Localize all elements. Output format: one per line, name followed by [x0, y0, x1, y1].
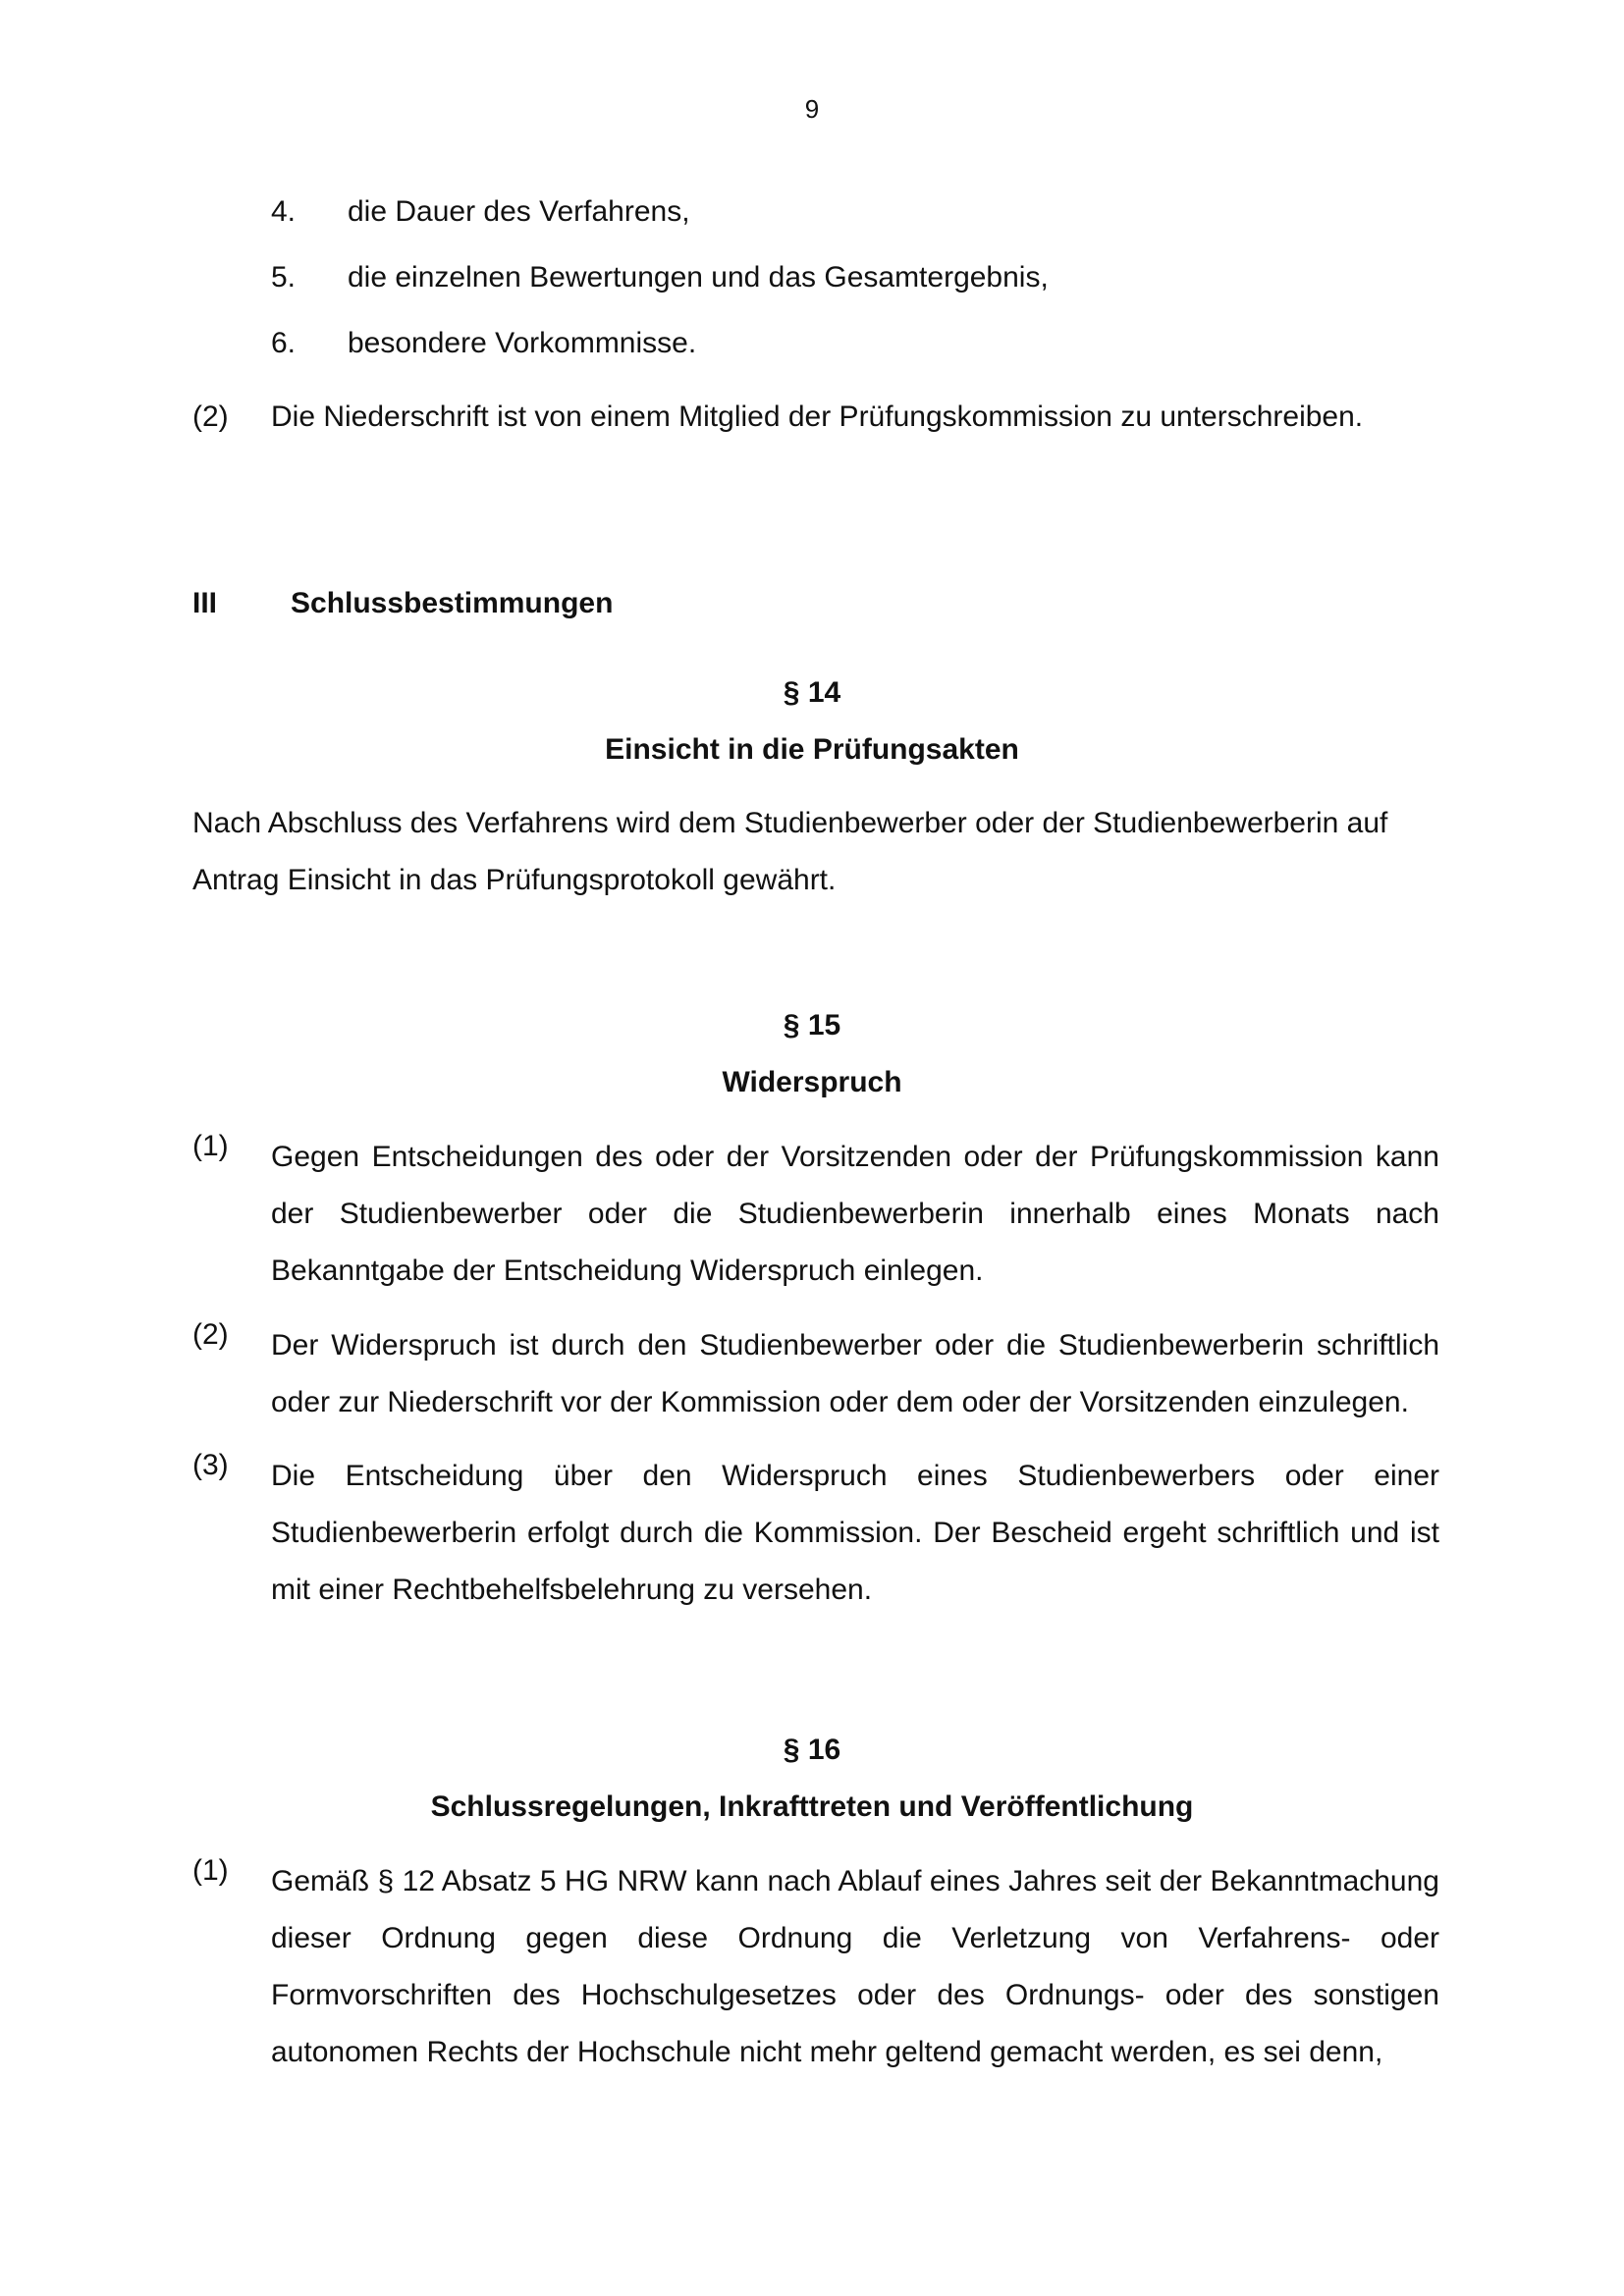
paragraph-number: (1)	[192, 1130, 229, 1162]
list-item-text: die einzelnen Bewertungen und das Gesamtergebnis,	[348, 261, 1049, 294]
article-number: § 16	[783, 1734, 841, 1766]
list-item-number: 6.	[271, 327, 297, 359]
paragraph-text: Der Widerspruch ist durch den Studienbewerber oder die Studienbewerberin schriftlich oder zur Niederschrift vor der Kommission oder dem oder der Vorsitzenden einzulegen.	[271, 1329, 1439, 1418]
paragraph-number: (2)	[192, 1318, 229, 1351]
article-number: § 15	[783, 1009, 841, 1041]
list-item-number: 5.	[271, 261, 297, 294]
list-item-text: die Dauer des Verfahrens,	[348, 195, 690, 228]
article-title: Schlussregelungen, Inkrafttreten und Veröffentlichung	[430, 1790, 1194, 1823]
page-number: 9	[804, 94, 820, 124]
paragraph-text: Gemäß § 12 Absatz 5 HG NRW kann nach Ablauf eines Jahres seit der Bekanntmachung dieser Ordnung gegen diese Ordnung die Verletzung von Verfahrens- oder Formvorschriften des Hochschulgesetzes oder des Ordnungs- oder des sonstigen autonomen Rechts der Hochschule nicht mehr geltend gemacht werden, es sei denn,	[271, 1865, 1439, 2068]
section-title: Schlussbestimmungen	[291, 587, 614, 619]
article-title: Einsicht in die Prüfungsakten	[605, 733, 1019, 766]
paragraph-text: Die Entscheidung über den Widerspruch eines Studienbewerbers oder einer Studienbewerberin erfolgt durch die Kommission. Der Bescheid ergeht schriftlich und ist mit einer Rechtbehelfsbelehrung zu versehen.	[271, 1460, 1439, 1606]
list-item-number: 4.	[271, 195, 297, 228]
paragraph-number: (2)	[192, 400, 229, 433]
section-number: III	[192, 587, 218, 619]
article-body: Nach Abschluss des Verfahrens wird dem Studienbewerber oder der Studienbewerberin auf Antrag Einsicht in das Prüfungsprotokoll gewährt.	[192, 807, 1388, 896]
paragraph-text: Die Niederschrift ist von einem Mitglied der Prüfungskommission zu unterschreiben.	[271, 400, 1364, 433]
paragraph-text: Gegen Entscheidungen des oder der Vorsitzenden oder der Prüfungskommission kann der Studienbewerber oder die Studienbewerberin innerhalb eines Monats nach Bekanntgabe der Entscheidung Widerspruch einlegen.	[271, 1141, 1439, 1287]
list-item-text: besondere Vorkommnisse.	[348, 327, 697, 359]
paragraph-number: (1)	[192, 1854, 229, 1887]
paragraph-number: (3)	[192, 1449, 229, 1481]
article-title: Widerspruch	[722, 1066, 902, 1098]
article-number: § 14	[783, 676, 841, 709]
